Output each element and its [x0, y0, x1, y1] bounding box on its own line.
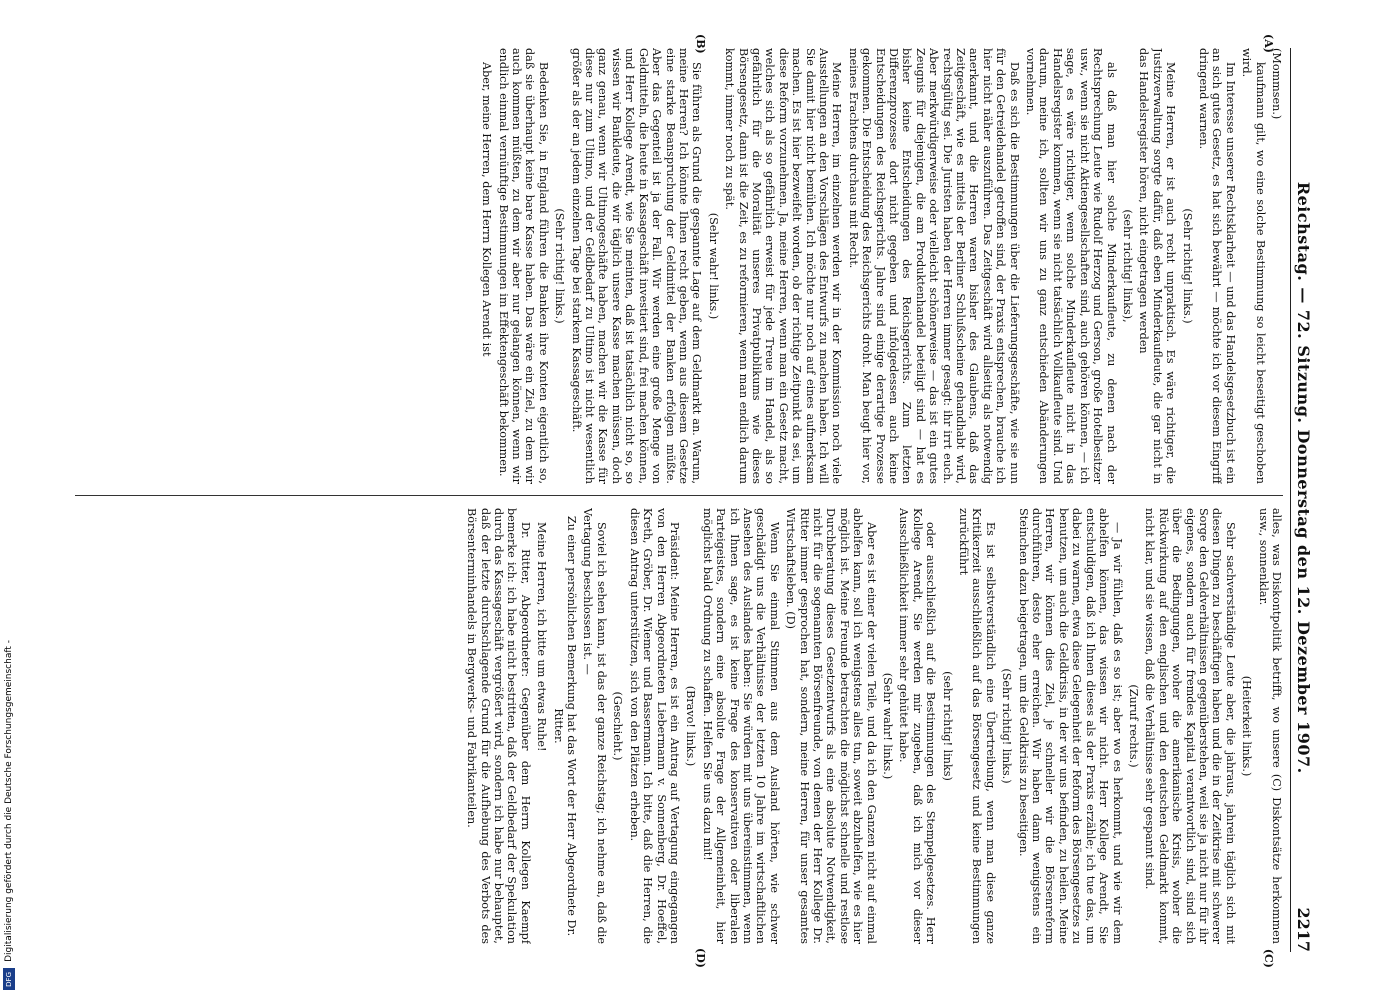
paragraph: (Sehr wahr! links.)	[880, 672, 894, 780]
dfg-watermark	[2, 10, 16, 990]
margin-mark-c: (C)	[1261, 948, 1275, 968]
paragraph: kaufmann gilt, wo eine solche Bestimmung so leicht beseitigt geschoben wird.	[1239, 48, 1267, 484]
paragraph: Im Interesse unserer Rechtsklarheit — und das Handelsgesetzbuch ist ein an sich gutes Gesetz, es hat sich bewährt — möchte ich vor diesem Eingriff dringend warnen.	[1196, 48, 1237, 484]
margin-mark-d: (D)	[693, 948, 707, 968]
page-title: Reichstag. — 72. Sitzung. Donnerstag den 12. Dezember 1907.	[1294, 181, 1313, 774]
paragraph: Meine Herren, er ist auch recht unpraktisch. Es wäre richtiger, die Justizverwaltung sorgte dafür, daß eben Minderkaufleute, die gar nicht in das Handelsregister hören, nicht eingetragen werden	[1136, 48, 1177, 484]
margin-mark-b: (B)	[693, 34, 707, 54]
paragraph: Daß es sich die Bestimmungen über die Lieferungsgeschäfte, wie sie nun für den Getreidehandel getroffen sind, der Praxis entsprechen, brauche ich hier nicht näher auszuführen. Das Zeitgeschäft wird allseitig als notwendig anerkannt, und die Herren waren bisher des Glaubens, daß das Zeitgeschäft, wie es mittels der Berliner Schlußscheine gehandhabt wird, rechtsgültig sei. Die Juristen haben der Herren immer gesagt: ihr irrt euch. Aber merkwürdigerweise oder vielleicht schönerweise — das ist ein gutes Zeugnis für diejenigen, die am Produktenhandel beteiligt sind — hat es bisher keine Entscheidungen des Reichsgerichts. Zum letzten Differenzprozesse dort nicht gegeben und infolgedessen auch keine Entscheidungen des Reichsgerichts. Jahre sind einige derartige Prozesse gekommen. Die Entscheidung des Reichsgerichts droht. Man beugt hier vor, meines Erachtens durchaus mit Recht.	[846, 48, 1021, 484]
page-header	[1290, 48, 1317, 952]
paragraph: (Heiterkeit links.)	[1239, 675, 1253, 777]
paragraph: — Ja wir fühlen, daß es so ist; aber wo es herkommt, und wie wir dem abhelfen können, das wissen wir nicht. Herr Kollege Arendt, Sie entschuldigen, daß ich Ihnen dieses als der Praxis erzähle; ich tue das, um dabei zu warnen, etwa diese Gelegenheit der Reform des Börsengesetzes zu benutzen, um auch die Geldkrisis, in der wir uns befinden, zu heilen. Meine Herren, wir können dies Ziel, je schneller wir die Börsenreform durchführen, desto eher erreichen. Wir haben dann wenigstens ein Steinchen dazu beigetragen, um die Geldkrisis zu beseitigen.	[1016, 508, 1124, 944]
paragraph: (sehr richtig! links),	[1120, 209, 1134, 323]
paragraph: als daß man hier solche Minderkaufleute, zu denen nach der Rechtsprechung Leute wie Rudolf Herzog und Gerson, große Hotelbesitzer usw., wenn sie nicht Aktiengesellschaften sind, auch gehören können, — ich sage, es wäre richtiger, wenn solche Minderkaufleute nicht in das Handelsregister kommen, wenn sie nicht tatsächlich Vollkaufleute sind. Und darum, meine ich, sollten wir uns zu ganz entschieden Abänderungen vornehmen.	[1023, 48, 1118, 484]
paragraph: (Sehr richtig! links.)	[1180, 208, 1194, 324]
paragraph: alles, was Diskontpolitik betrifft, wo unsere (C) Diskontsätze herkommen usw., sonnenklar.	[1256, 508, 1283, 944]
left-text-column	[75, 48, 1283, 484]
margin-mark-a: (A)	[1261, 34, 1275, 53]
paragraph: Aber es ist einer der vielen Teile, und da ich den Ganzen nicht auf einmal abhelfen kann, soll ich wenigstens alles tun, soweit abzuhelfen, wie es hier möglich ist. Meine Freunde betrachten die möglichst schnelle und restlose Durchberatung dieses Gesetzentwurfs als eine absolute Notwendigkeit, nicht für die sogenannten Börsenfreunde, von denen der Herr Kollege Dr. Ritter immer gesprochen hat, sondern, meine Herren, für unser gesamtes Wirtschaftsleben. (D)	[783, 508, 878, 944]
paragraph: (Sehr richtig! links.)	[552, 208, 566, 324]
right-text-column	[75, 508, 1283, 944]
paragraph: Wenn Sie einmal Stimmen aus dem Ausland hörten, wie schwer geschädigt uns die Verhältnisse der letzten 10 Jahre im wirtschaftlichen Ansehen des Auslandes haben: Sie würden mit uns übereinstimmen, wenn ich Ihnen sage, es ist keine Frage des konservativen oder liberalen Parteigeistes, sondern eine absolute Frage der Allgemeinheit, hier möglichst bald Ordnung zu schaffen. Helfen Sie uns dazu mit!	[700, 508, 781, 944]
paragraph: Meine Herren, ich bitte um etwas Ruhe!	[534, 522, 548, 752]
column-divider	[75, 495, 1283, 496]
paragraph: Meine Herren, im einzelnen werden wir in der Kommission noch viele Ausstellungen an den Vorschlägen des Entwurfs zu machen haben. Ich will Sie damit hier nicht bemühen. Ich möchte nur noch auf eines aufmerksam machen. Es ist hier bezweifelt worden, ob der richtige Zeitpunkt da sei, um diese Reform vorzunehmen. Ja, meine Herren, wenn man ein Gesetz macht, welches sich als so gefährlich erweist für jede Treue im Handel, als so gefährlich für die Moralität unseres Privatpublikums wie dieses Börsengesetz, dann ist die Zeit, es zu reformieren, wenn man endlich darum kommt, immer noch zu spät.	[722, 48, 843, 484]
paragraph: Dr. Ritter, Abgeordneter: Gegenüber dem Herrn Kollegen Kaempf bemerke ich: ich habe nicht bestritten, daß der Geldbedarf der Spekulation durch das Kassageschäft vergrößert wird, sondern ich habe nur behauptet, daß der letzte durchschlagende Grund für die Aufhebung des Verbots des Börsenterminhandels in Bergwerks- und Fabrikanteilen.	[464, 508, 532, 944]
paragraph: Bedenken Sie, in England führen die Banken ihre Konten eigentlich so, daß sie überhaupt keine bare Kasse haben. Das wäre ein Ziel, zu dem wir auch kommen müßten, zu dem wir aber nur gelangen können, wenn wir endlich einmal vernünftige Bestimmungen im Effektengeschäft bekommen.	[496, 48, 550, 484]
paragraph: Präsident: Meine Herren, es ist ein Antrag auf Vertagung eingegangen von den Herren Abgeordneten Liebermann v. Sonnenberg, Dr. Hoeffel, Kreth, Gröber, Dr. Wiemer und Bassermann. Ich bitte, daß die Herren, die diesen Antrag unterstützen, sich von den Plätzen erheben.	[627, 508, 681, 944]
paragraph: (Mommsen.)	[1269, 48, 1283, 120]
watermark-text: Digitalisierung gefördert durch die Deutsche Forschungsgemeinschaft -	[4, 640, 14, 962]
rotated-document-page	[57, 30, 1327, 970]
paragraph: (Sehr wahr! links.)	[706, 212, 720, 320]
paragraph: Zu einer persönlichen Bemerkung hat das Wort der Herr Abgeordnete Dr. Ritter.	[551, 515, 578, 937]
page-number: 2217	[1294, 907, 1313, 952]
paragraph: (Bravo! links.)	[683, 685, 697, 767]
paragraph: Sehr sachverständige Leute aber, die jahraus, jahrein täglich sich mit diesen Dingen zu beschäftigen haben und die in der Zeitkrise mit schwerer Sorge den Geldverhältnissen gegenüberstehen, weil sie ja nicht nur für ihr eigenes, sondern auch für fremdes Kapital verantwortlich sind, sind sich über die Bedingungen, woher die amerikanische Krisis, woher die Rückwirkung auf den englischen und den deutschen Geldmarkt kommt, nicht klar, und sie wissen, daß die Verhältnisse sehr gespannt sind.	[1142, 508, 1237, 944]
paragraph: (sehr richtig! links)	[940, 671, 954, 781]
dfg-logo: DFG	[3, 968, 15, 990]
paragraph: (Geschieht.)	[610, 691, 624, 761]
paragraph: Aber, meine Herren, dem Herrn Kollegen Arendt ist	[479, 62, 493, 357]
paragraph: Soviel ich sehen kann, ist das der ganze Reichstag; ich nehme an, daß die Vertagung beschlossen ist. —	[581, 508, 608, 944]
paragraph: (Zuruf rechts.)	[1126, 684, 1140, 768]
paragraph: (Sehr richtig! links.)	[999, 668, 1013, 784]
paragraph: Es ist selbstverständlich eine Übertreibung, wenn man diese ganze Kritikerzeit ausschließlich auf das Börsengesetz und keine Bestimmungen zurückführt	[956, 508, 997, 944]
paragraph: Sie führen als Grund die gespannte Lage auf dem Geldmarkt an. Warum, meine Herren? Ich könnte Ihnen recht geben, wenn aus diesem Gesetze eine starke Beanspruchung der Geldmittel der Banken erfolgen müßte. Aber das Gegenteil ist ja der Fall. Wir werden eine große Menge von Geldmitteln, die heute in Kassageschäft investiert sind, frei machen können, und Herr Kollege Arendt, wie Sie meinten, daß ist tatsächlich nicht so, so wissen wir Bankleute, die wir täglich unsere Kasse machen müssen, doch ganz genau, wenn wir Ultimogeschäfte haben, machen wir die Kasse für diese nur zum Ultimo, und der Geldbedarf zu Ultimo ist nicht wesentlich größer als der an jedem einzelnen Tage bei starkem Kassageschäft.	[569, 48, 703, 484]
paragraph: oder ausschließlich auf die Bestimmungen des Stempelgesetzes. Herr Kollege Arendt, Sie werden mir zugeben, daß ich mich vor dieser Ausschließlichkeit immer sehr gehütet habe.	[896, 508, 937, 944]
